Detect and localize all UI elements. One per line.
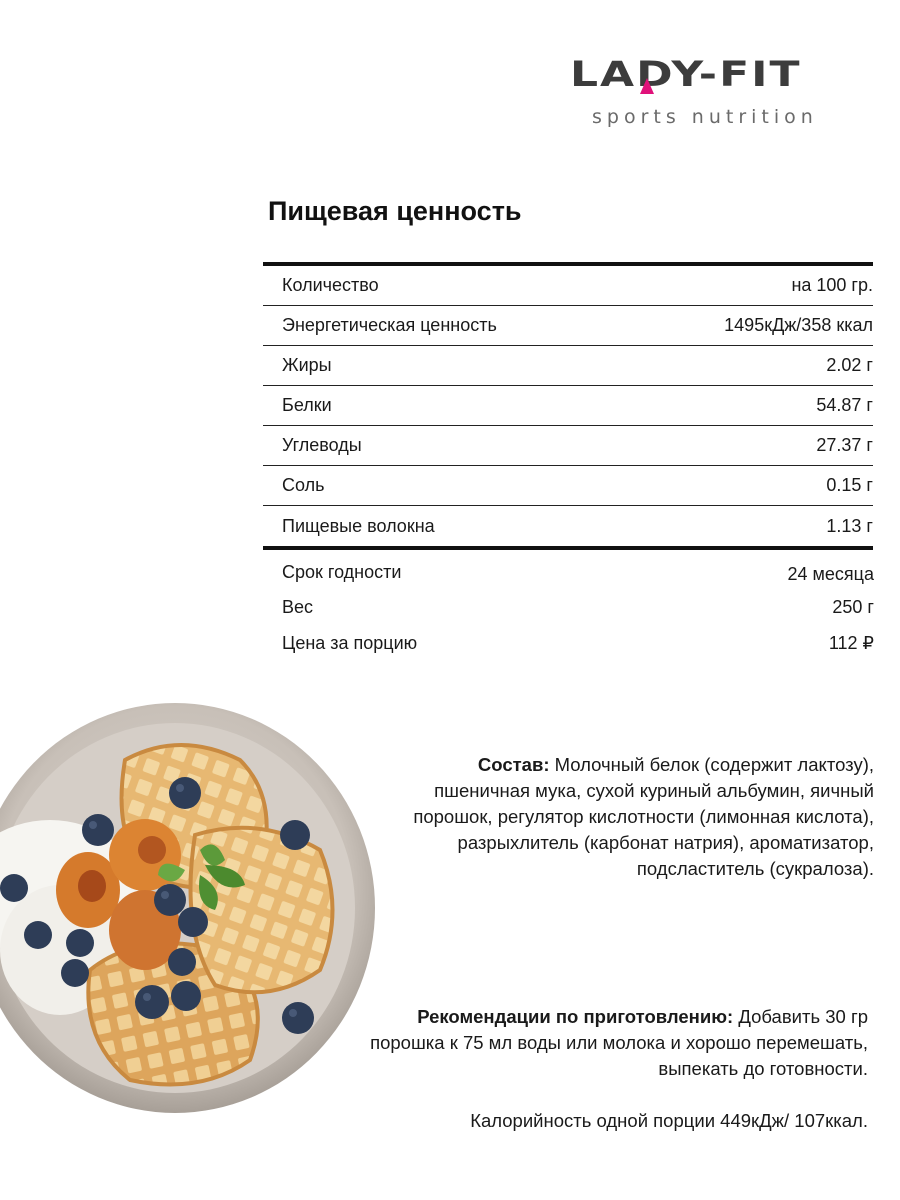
brand-logo [570, 54, 862, 130]
table-row [263, 306, 873, 346]
row-label: Углеводы [282, 435, 362, 455]
row-value: 54.87 г [816, 395, 873, 415]
extra-label: Вес [282, 597, 314, 617]
row-label: Энергетическая ценность [282, 315, 497, 335]
composition-text [404, 752, 874, 882]
table-row [263, 346, 873, 386]
extra-row-shelf-life [282, 562, 874, 585]
recommendation-body: Добавить 30 гр порошка к 75 мл воды или молока и хорошо перемешать, выпекать до готовности. [370, 1006, 868, 1079]
extra-label: Срок годности [282, 562, 402, 582]
page-title: Пищевая ценность [268, 196, 522, 226]
serving-calories: Калорийность одной порции 449кДж/ 107ккал. [470, 1110, 868, 1131]
table-row [263, 426, 873, 466]
row-value: 1495кДж/358 ккал [724, 315, 873, 335]
row-value: 2.02 г [826, 355, 873, 375]
table-row [263, 266, 873, 306]
table-row [263, 386, 873, 426]
waffles-illustration [0, 700, 380, 1120]
extra-label: Цена за порцию [282, 633, 418, 653]
extra-row-weight [282, 597, 874, 618]
row-label: Жиры [282, 355, 332, 375]
nutrition-table [263, 262, 873, 550]
extra-value: 112 ₽ [828, 633, 874, 653]
table-row [263, 466, 873, 506]
composition-heading: Состав: [477, 754, 550, 775]
logo-tagline: sports nutrition [592, 106, 818, 128]
row-value: 1.13 г [826, 515, 873, 536]
row-label: Соль [282, 475, 325, 495]
row-label: Количество [282, 275, 379, 295]
waffles-plate-image [0, 700, 380, 1120]
row-label: Белки [282, 395, 332, 415]
composition-body: Молочный белок (содержит лактозу), пшеничная мука, сухой куриный альбумин, яичный порошок, регулятор кислотности (лимонная кислота), разрыхлитель (карбонат натрия), ароматизатор, подсластитель (сукралоза). [413, 754, 874, 879]
recommendation-heading: Рекомендации по приготовлению: [417, 1006, 734, 1027]
table-row [263, 506, 873, 546]
extra-value: 24 месяца [787, 564, 874, 584]
row-label: Пищевые волокна [282, 515, 435, 536]
extra-row-price [282, 633, 874, 654]
recommendation-text [368, 1004, 868, 1082]
logo-accent-triangle [640, 78, 654, 94]
logo-wordmark: LADY-FIT [570, 54, 802, 95]
row-value: на 100 гр. [791, 275, 873, 295]
row-value: 0.15 г [826, 475, 873, 495]
row-value: 27.37 г [816, 435, 873, 455]
extra-value: 250 г [832, 597, 874, 617]
